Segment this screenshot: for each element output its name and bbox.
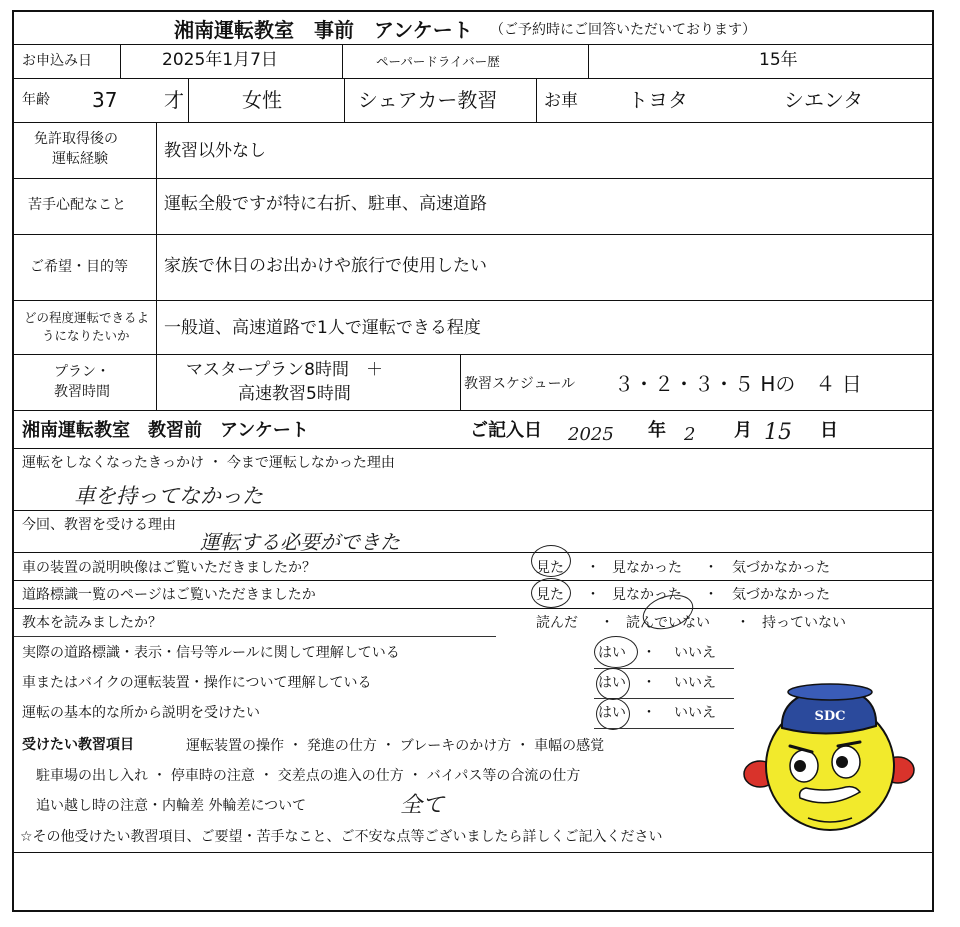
q2-option-1: 見た [536, 587, 564, 603]
q3-option-1: 読んだ [536, 615, 578, 631]
q1-sep-2: ・ [704, 560, 718, 576]
items-title: 受けたい教習項目 [22, 737, 134, 753]
q4-selected-circle [594, 636, 638, 668]
purpose-label: ご希望・目的等 [30, 259, 128, 275]
q1-option-2: 見なかった [612, 560, 682, 576]
q3-text: 教本を読みましたか？ [22, 615, 162, 631]
survey-sheet [12, 10, 934, 912]
plan-value-1: マスタープラン8時間 ＋ [186, 360, 383, 380]
q4-option-no: いいえ [674, 645, 716, 661]
concerns-label: 苦手心配なこと [28, 197, 126, 213]
experience-value: 教習以外なし [164, 141, 266, 161]
application-date-value: 2025年1月7日 [162, 50, 278, 70]
q1-sep-1: ・ [586, 560, 600, 576]
q2-option-2: 見なかった [612, 587, 682, 603]
q1-text: 車の装置の説明映像はご覧いただきましたか？ [22, 560, 316, 576]
car-maker: トヨタ [628, 88, 688, 112]
reason-now-label: 今回、教習を受ける理由 [22, 517, 176, 533]
q5-sep: ・ [642, 675, 656, 691]
items-line-1: 運転装置の操作 ・ 発進の仕方 ・ ブレーキのかけ方 ・ 車幅の感覚 [186, 738, 605, 754]
q5-selected-circle [596, 668, 630, 700]
q5-text: 車またはバイクの運転装置・操作について理解している [22, 675, 372, 691]
q6-selected-circle [596, 698, 630, 730]
fill-date-label: ご記入日 [470, 420, 542, 441]
fill-year-unit: 年 [648, 420, 666, 441]
reason-stop-answer: 車を持ってなかった [74, 484, 263, 508]
course-value: シェアカー教習 [358, 88, 498, 112]
q1-option-1: 見た [536, 560, 564, 576]
other-label: ☆その他受けたい教習項目、ご要望・苦手なこと、ご不安な点等ございましたら詳しくご記入ください [20, 829, 663, 845]
purpose-value: 家族で休日のお出かけや旅行で使用したい [164, 256, 487, 276]
q6-option-yes: はい [598, 705, 626, 721]
q2-sep-2: ・ [704, 587, 718, 603]
q3-sep-2: ・ [736, 615, 750, 631]
items-line-3: 追い越し時の注意・内輪差 外輪差について [36, 798, 307, 814]
age-value: 37 [92, 88, 118, 112]
q2-option-3: 気づかなかった [732, 587, 830, 603]
schedule-value: ３・２・３・５ Hの ４ 日 [614, 372, 862, 396]
concerns-value: 運転全般ですが特に右折、駐車、高速道路 [164, 194, 487, 214]
goal-value: 一般道、高速道路で1人で運転できる程度 [164, 318, 481, 338]
plan-value-2: 高速教習5時間 [238, 384, 351, 404]
plan-label-2: 教習時間 [54, 384, 110, 400]
age-unit: 才 [164, 88, 184, 112]
q2-selected-circle [531, 578, 571, 608]
goal-label-2: うになりたいか [42, 328, 130, 343]
fill-day-unit: 日 [820, 420, 838, 441]
fill-day-handwritten: 15 [764, 420, 792, 445]
experience-label-2: 運転経験 [52, 151, 108, 167]
items-line-2: 駐車場の出し入れ ・ 停車時の注意 ・ 交差点の進入の仕方 ・ バイパス等の合流の仕方 [36, 768, 581, 784]
reason-now-answer: 運転する必要ができた [200, 530, 400, 554]
fill-year-handwritten: 2025 [568, 424, 614, 445]
q6-text: 運転の基本的な所から説明を受けたい [22, 705, 260, 721]
section2-title: 湘南運転教室 教習前 アンケート [22, 420, 309, 441]
q6-option-no: いいえ [674, 705, 716, 721]
plan-label-1: プラン・ [54, 364, 110, 380]
q2-sep-1: ・ [586, 587, 600, 603]
q5-option-no: いいえ [674, 675, 716, 691]
q1-selected-circle [531, 545, 571, 577]
form-note: （ご予約時にご回答いただいております） [490, 22, 756, 38]
form-title: 湘南運転教室 事前 アンケート [174, 18, 473, 42]
q3-option-2: 読んでいない [626, 615, 710, 631]
goal-label-1: どの程度運転できるよ [24, 310, 150, 325]
mascot-cap-text: SDC [814, 709, 846, 724]
q1-option-3: 気づかなかった [732, 560, 830, 576]
q4-text: 実際の道路標識・表示・信号等ルールに関して理解している [22, 645, 400, 661]
paper-driver-value: 15年 [759, 50, 798, 70]
q3-option-3: 持っていない [762, 615, 846, 631]
items-answer: 全て [400, 793, 445, 818]
q6-sep: ・ [642, 705, 656, 721]
q5-option-yes: はい [598, 675, 626, 691]
car-model: シエンタ [784, 88, 864, 112]
age-label: 年齢 [22, 92, 50, 108]
fill-month-unit: 月 [734, 420, 752, 441]
paper-driver-label: ペーパードライバー歴 [376, 54, 500, 69]
schedule-label: 教習スケジュール [464, 376, 576, 392]
reason-stop-label: 運転をしなくなったきっかけ ・ 今まで運転しなかった理由 [22, 455, 395, 471]
q4-option-yes: はい [598, 645, 626, 661]
car-label: お車 [544, 91, 578, 111]
sdc-mascot [742, 674, 922, 836]
fill-month-handwritten: 2 [684, 424, 696, 445]
q4-sep: ・ [642, 645, 656, 661]
q2-text: 道路標識一覧のページはご覧いただきましたか [22, 587, 316, 603]
q3-sep-1: ・ [600, 615, 614, 631]
experience-label-1: 免許取得後の [34, 131, 118, 147]
application-date-label: お申込み日 [22, 53, 92, 69]
gender-value: 女性 [242, 88, 282, 112]
